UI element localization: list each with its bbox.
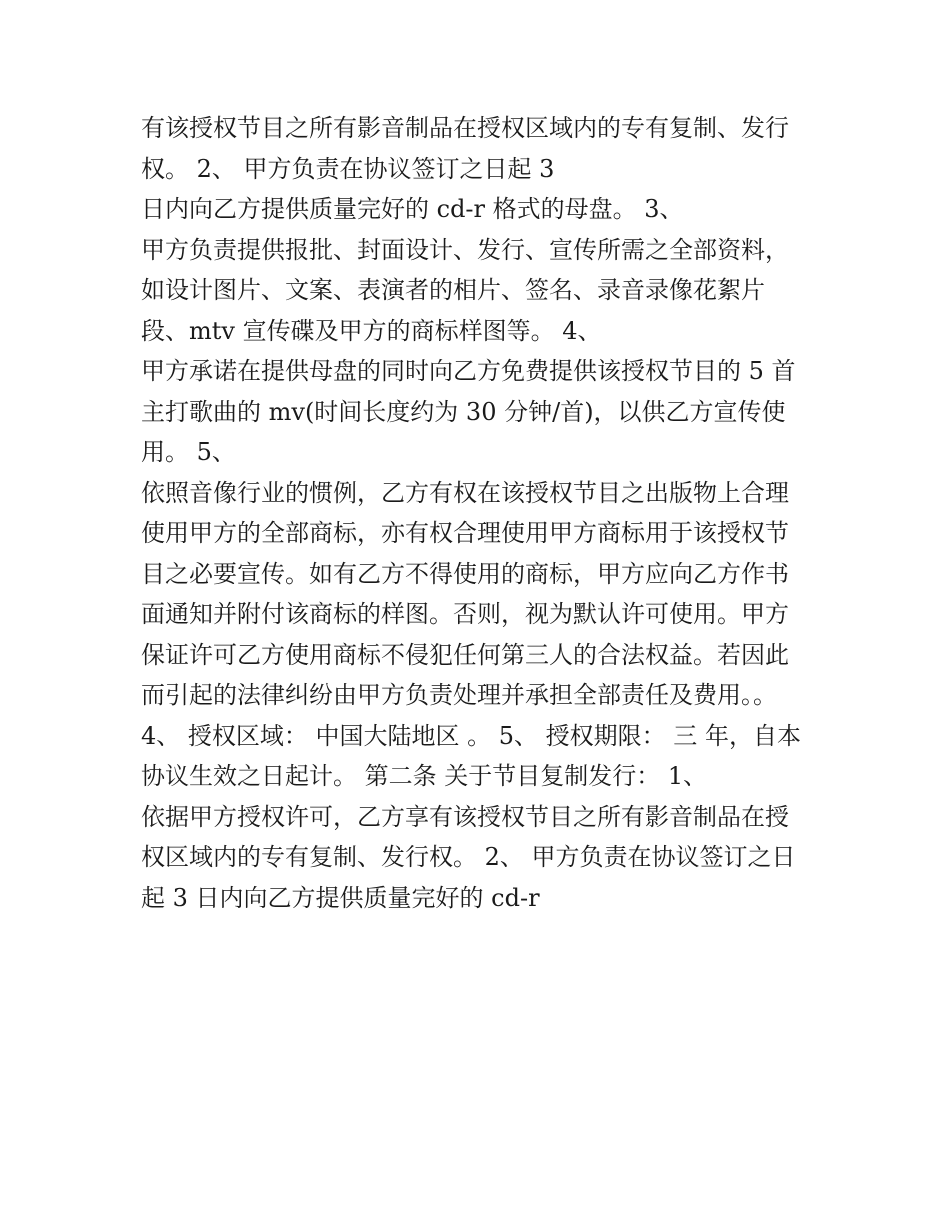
text-line: 日内向乙方提供质量完好的 cd-r 格式的母盘。 3、 [141, 195, 684, 223]
text-line: 起 3 日内向乙方提供质量完好的 cd-r [141, 883, 540, 912]
text-line: 保证许可乙方使用商标不侵犯任何第三人的合法权益。若因此 [141, 640, 789, 669]
text-line: 目之必要宣传。如有乙方不得使用的商标，甲方应向乙方作书 [141, 559, 789, 588]
document-body [141, 108, 841, 918]
text-line: 使用甲方的全部商标，亦有权合理使用甲方商标用于该授权节 [141, 519, 789, 547]
text-line: 主打歌曲的 mv(时间长度约为 30 分钟/首)，以供乙方宣传使 [141, 397, 786, 426]
text-line: 权。 2、 甲方负责在协议签订之日起 3 [141, 154, 555, 183]
text-line: 甲方承诺在提供母盘的同时向乙方免费提供该授权节目的 5 首 [141, 357, 796, 385]
text-line: 4、 授权区域： 中国大陆地区 。 5、 授权期限： 三 年，自本 [141, 721, 801, 750]
text-line: 有该授权节目之所有影音制品在授权区域内的专有复制、发行 [141, 114, 789, 142]
text-line: 面通知并附付该商标的样图。否则，视为默认许可使用。甲方 [141, 600, 789, 628]
text-line: 而引起的法律纠纷由甲方负责处理并承担全部责任及费用。。 [141, 681, 777, 709]
text-line: 协议生效之日起计。 第二条 关于节目复制发行： 1、 [141, 762, 708, 790]
text-line: 甲方负责提供报批、封面设计、发行、宣传所需之全部资料， [141, 235, 789, 264]
text-line: 依据甲方授权许可，乙方享有该授权节目之所有影音制品在授 [141, 802, 789, 831]
text-line: 依照音像行业的惯例，乙方有权在该授权节目之出版物上合理 [141, 478, 789, 507]
text-line: 权区域内的专有复制、发行权。 2、 甲方负责在协议签订之日 [141, 843, 796, 871]
text-line: 如设计图片、文案、表演者的相片、签名、录音录像花絮片 [141, 276, 765, 304]
text-line: 用。 5、 [141, 438, 236, 466]
text-line: 段、mtv 宣传碟及甲方的商标样图等。 4、 [141, 316, 602, 345]
